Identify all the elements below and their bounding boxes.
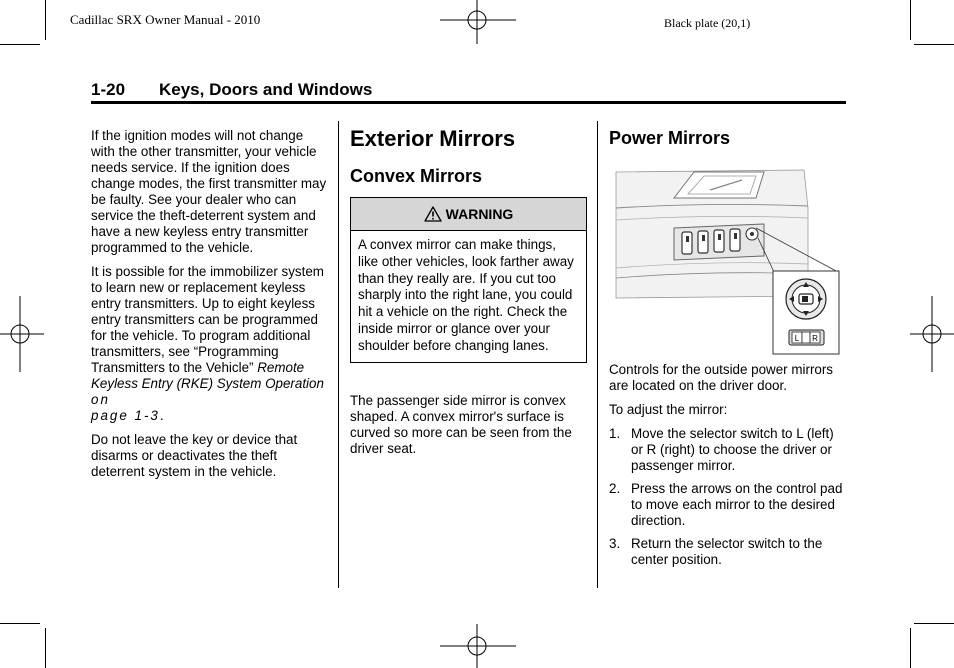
registration-mark-icon [0, 296, 44, 372]
mirror-control-illustration [614, 168, 842, 356]
document-title: Cadillac SRX Owner Manual - 2010 [70, 12, 261, 27]
paragraph: The passenger side mirror is convex shaped. A convex mirror's surface is curved so more can be seen from the driver seat. [350, 393, 572, 456]
paragraph: If the ignition modes will not change with the other transmitter, your vehicle needs service. If the ignition does change modes, the first transmitter may be faulty. See your dealer who can service the theft-deterrent system and have a new keyless entry transmitter programmed to the vehicle. [91, 128, 327, 255]
crop-mark [45, 0, 46, 40]
column-divider [597, 121, 598, 588]
crop-mark [45, 628, 46, 668]
middle-column [350, 393, 588, 465]
warning-header [351, 198, 586, 231]
column-divider [338, 121, 339, 588]
list-item: 1. Move the selector switch to L (left) or R (right) to choose the driver or passenger mirror. [609, 426, 834, 473]
crop-mark [0, 623, 40, 624]
warning-box [350, 197, 587, 363]
subsection-heading: Power Mirrors [609, 128, 731, 148]
section-heading: Exterior Mirrors [350, 126, 516, 151]
subsection-heading: Convex Mirrors [350, 166, 483, 186]
registration-mark-icon [440, 624, 516, 668]
registration-mark-icon [910, 296, 954, 372]
crop-mark [914, 44, 954, 45]
list-item: 3. Return the selector switch to the center position. [609, 536, 823, 567]
warning-text: A convex mirror can make things, like other vehicles, look farther away than they really are. If you cut too sharply into the right lane, you could hit a vehicle on the right. Check the inside mirror or glance over your shoulder before changing lanes. [358, 237, 574, 353]
registration-mark-icon [440, 0, 516, 44]
paragraph: To adjust the mirror: [609, 402, 728, 417]
page-number: 1-20 [91, 80, 126, 99]
right-column [609, 362, 845, 575]
warning-label: WARNING [445, 206, 514, 222]
crop-mark [910, 628, 911, 668]
header-rule [91, 101, 846, 104]
selector-label-right: R [812, 334, 818, 343]
paragraph: It is possible for the immobilizer system to learn new or replacement keyless entry transmitters. Up to eight keyless entry transmitters can be programmed for the vehicle. To program additional transmitters, see “Programming Transmitters to the Vehicle” Remote Keyless Entry (RKE) System Operation on page 1‑3. [91, 264, 324, 423]
warning-triangle-icon [424, 206, 442, 222]
page-reference-link[interactable]: page 1‑3 [91, 408, 160, 423]
step-list [609, 426, 845, 568]
plate-label: Black plate (20,1) [664, 16, 751, 30]
page-header [91, 80, 372, 100]
crop-mark [910, 0, 911, 40]
paragraph: Controls for the outside power mirrors are located on the driver door. [609, 362, 834, 393]
section-title: Keys, Doors and Windows [159, 80, 373, 99]
left-column [91, 128, 327, 488]
crop-mark [914, 623, 954, 624]
list-item: 2. Press the arrows on the control pad to move each mirror to the desired direction. [609, 481, 843, 528]
selector-label-left: L [794, 334, 800, 343]
crop-mark [0, 44, 40, 45]
paragraph: Do not leave the key or device that disarms or deactivates the theft deterrent system in the vehicle. [91, 432, 298, 479]
cross-reference-link[interactable]: Remote Keyless Entry (RKE) System Operation [91, 360, 324, 391]
